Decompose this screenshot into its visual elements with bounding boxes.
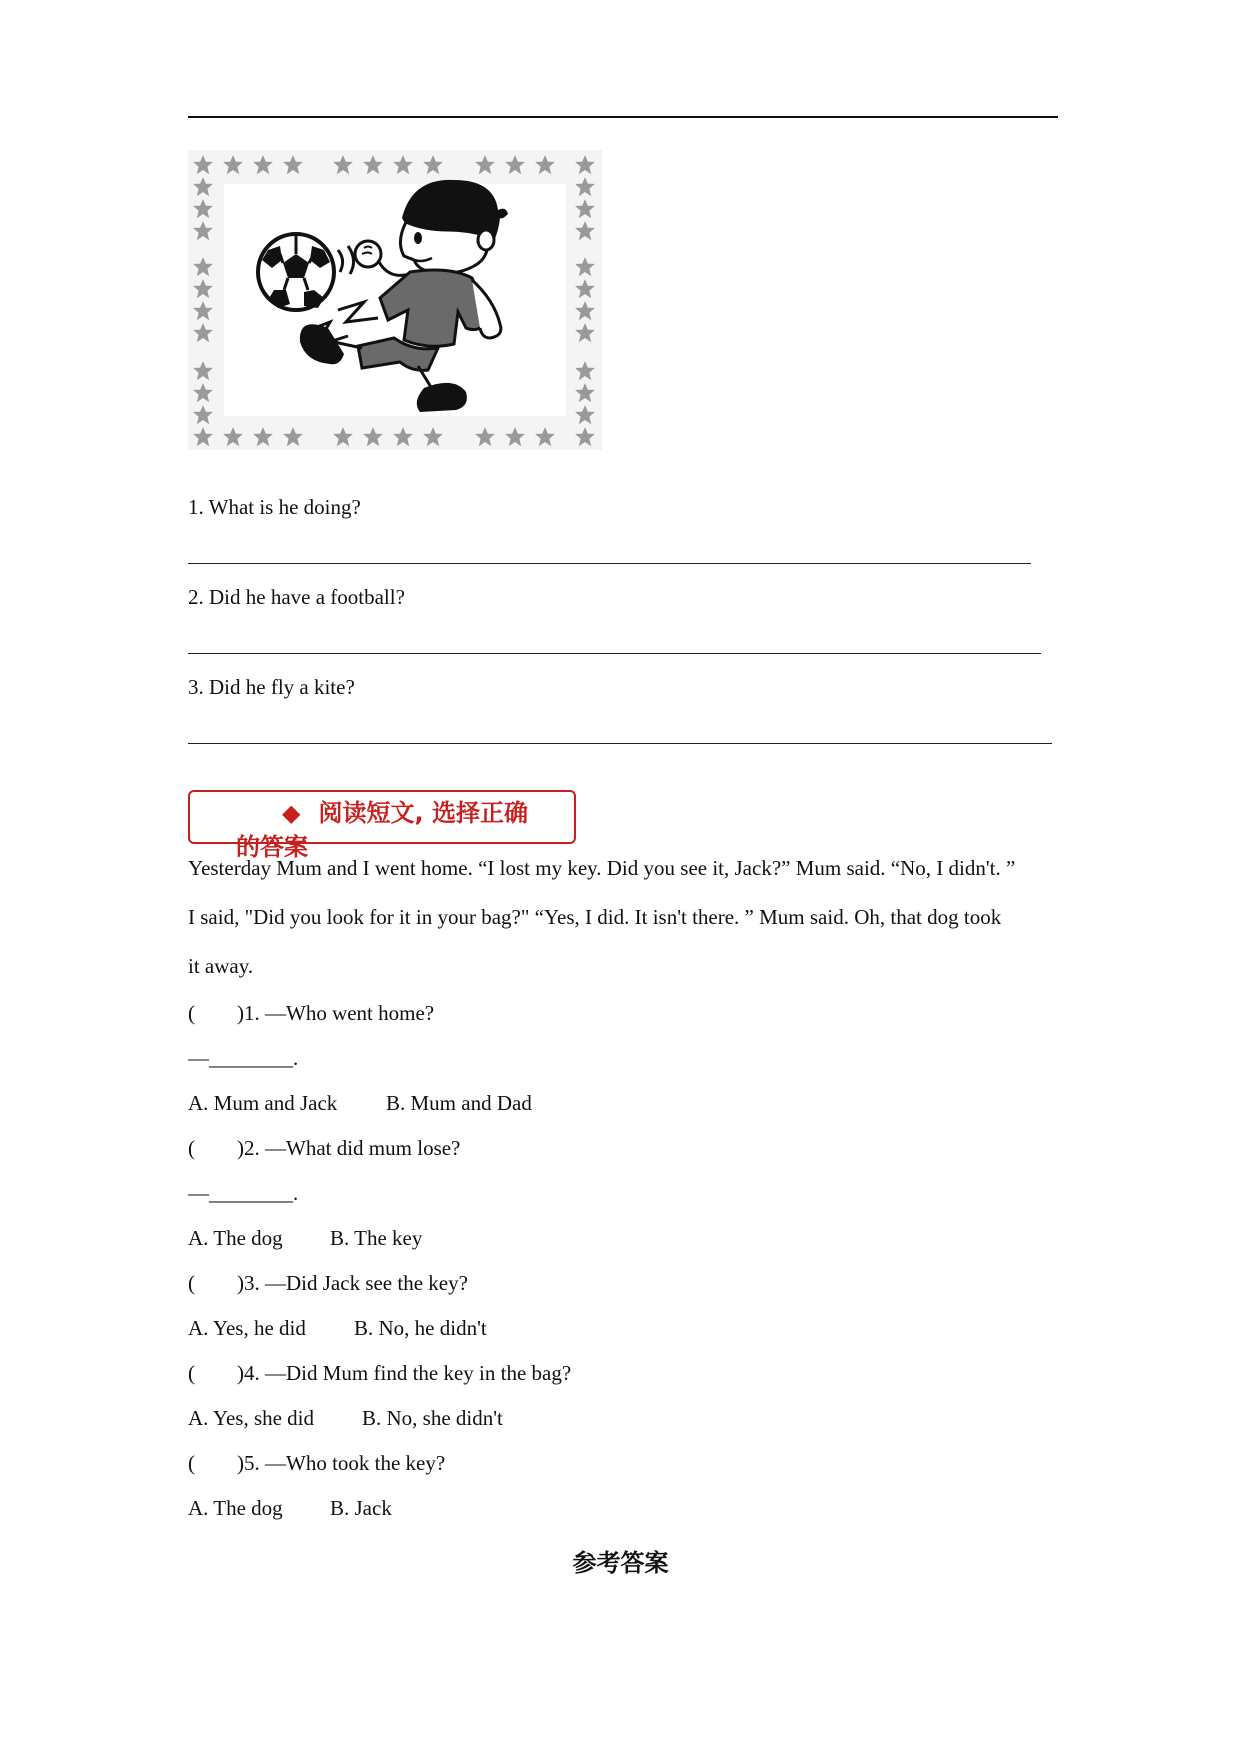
question-number: 2. (188, 585, 204, 609)
option-a[interactable]: A. The dog (188, 1226, 283, 1250)
option-a[interactable]: A. Yes, he did (188, 1316, 306, 1340)
passage-line-3: it away. (188, 954, 254, 978)
option-b[interactable]: B. Mum and Dad (386, 1091, 532, 1115)
question-text: What is he doing? (208, 495, 361, 519)
mc-options-3 (188, 1315, 688, 1341)
picture-question-1 (188, 494, 361, 520)
answer-line-2[interactable] (188, 653, 1041, 654)
question-number: 3. (188, 675, 204, 699)
passage-line-2: I said, "Did you look for it in your bag?" “Yes, I did. It isn't there. ” Mum said. Oh, that dog took (188, 905, 1002, 929)
option-a[interactable]: A. Mum and Jack (188, 1091, 338, 1115)
answer-key-heading: 参考答案 (572, 1549, 669, 1577)
section-title-text: 阅读短文, 选择正确 (318, 799, 528, 827)
diamond-icon: ◆ (282, 799, 301, 827)
mc-blank-1: —________. (188, 1046, 299, 1070)
answer-line-1[interactable] (188, 563, 1031, 564)
option-b[interactable]: B. Jack (330, 1496, 392, 1520)
boy-football-illustration (188, 150, 602, 450)
option-a[interactable]: A. The dog (188, 1496, 283, 1520)
mc-options-5 (188, 1495, 688, 1521)
question-stem: 3. —Did Jack see the key? (244, 1271, 468, 1295)
option-a[interactable]: A. Yes, she did (188, 1406, 315, 1430)
question-number: 1. (188, 495, 204, 519)
section-header (188, 790, 576, 861)
mc-question-5 (188, 1450, 445, 1476)
answer-bracket[interactable]: ( ) (188, 1451, 244, 1475)
answer-bracket[interactable]: ( ) (188, 1361, 244, 1385)
question-stem: 4. —Did Mum find the key in the bag? (244, 1361, 572, 1385)
mc-question-3 (188, 1270, 468, 1296)
mc-question-2 (188, 1135, 460, 1161)
passage-line-1: Yesterday Mum and I went home. “I lost my key. Did you see it, Jack?” Mum said. “No, I didn't. ” (188, 856, 1016, 880)
picture-question-2 (188, 584, 405, 610)
football-icon (258, 234, 334, 310)
question-stem: 2. —What did mum lose? (244, 1136, 461, 1160)
question-text: Did he have a football? (209, 585, 405, 609)
mc-blank-2: —________. (188, 1181, 299, 1205)
option-b[interactable]: B. No, she didn't (362, 1406, 503, 1430)
question-text: Did he fly a kite? (209, 675, 355, 699)
section-title (282, 798, 528, 828)
question-stem: 1. —Who went home? (244, 1001, 435, 1025)
answer-bracket[interactable]: ( ) (188, 1136, 244, 1160)
mc-options-4 (188, 1405, 688, 1431)
picture-question-3 (188, 674, 355, 700)
answer-bracket[interactable]: ( ) (188, 1001, 244, 1025)
option-b[interactable]: B. No, he didn't (354, 1316, 487, 1340)
section-title-overflow: 的答案 (236, 833, 308, 861)
question-stem: 5. —Who took the key? (244, 1451, 446, 1475)
answer-bracket[interactable]: ( ) (188, 1271, 244, 1295)
mc-options-1 (188, 1090, 688, 1116)
mc-options-2 (188, 1225, 688, 1251)
mc-question-4 (188, 1360, 571, 1386)
mc-question-1 (188, 1000, 434, 1026)
option-b[interactable]: B. The key (330, 1226, 423, 1250)
answer-line-3[interactable] (188, 743, 1052, 744)
header-rule (188, 116, 1058, 118)
